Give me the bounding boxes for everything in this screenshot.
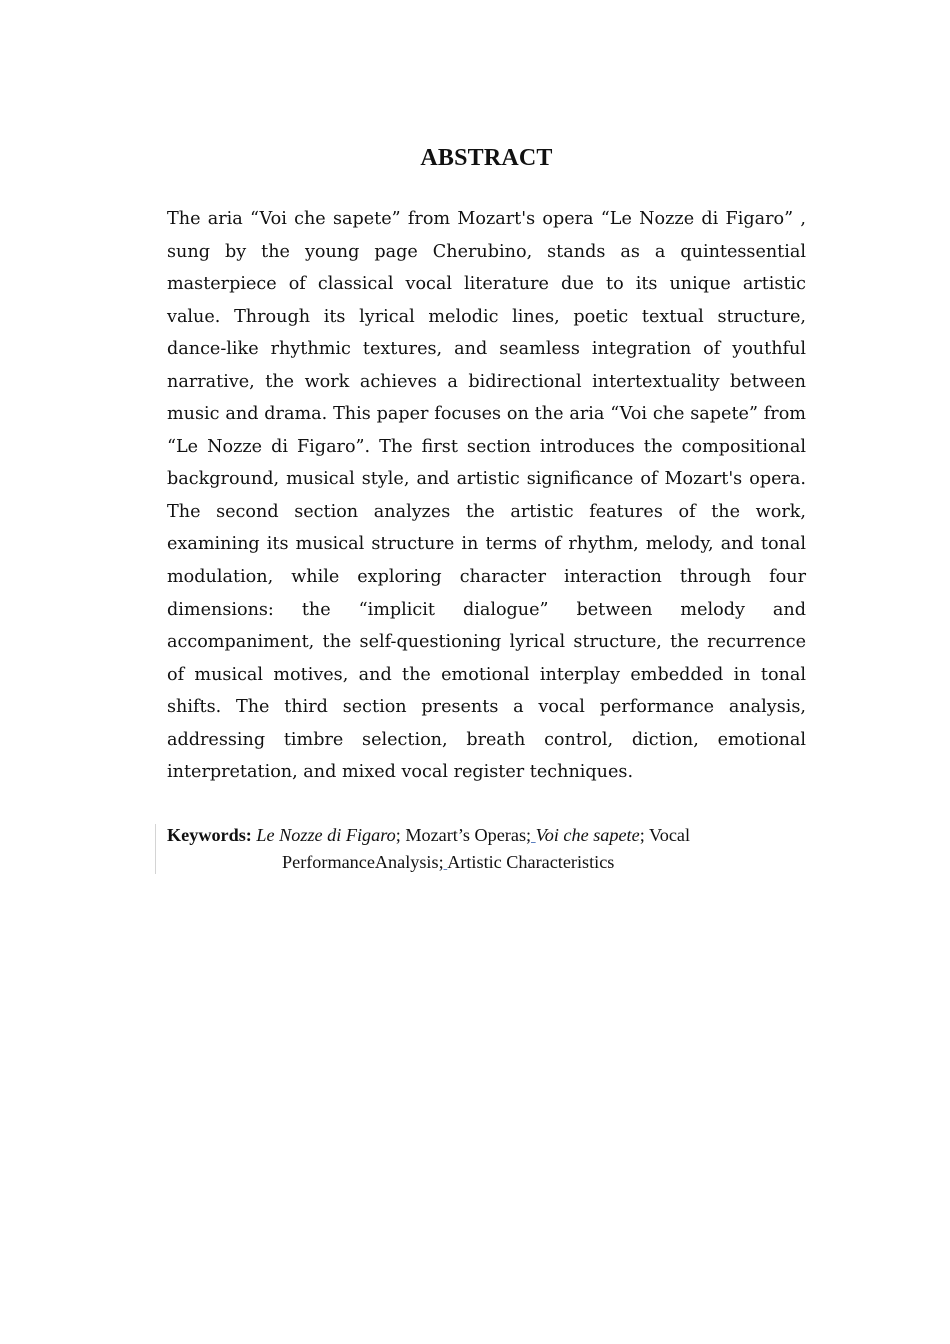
- keywords-label: Keywords:: [167, 825, 252, 845]
- keyword-separator: ;: [395, 825, 401, 845]
- keywords-line-2: [282, 851, 614, 873]
- keyword-separator-link: ;: [526, 825, 536, 845]
- abstract-paragraph: The aria “Voi che sapete” from Mozart's opera “Le Nozze di Figaro” , sung by the young page Cherubino, stands as a quintessential masterpiece of classical vocal literature due to its unique artistic value. Through its lyrical melodic lines, poetic textual structure, dance-like rhythmic textures, and seamless integration of youthful narrative, the work achieves a bidirectional intertextuality between music and drama. This paper focuses on the aria “Voi che sapete” from “Le Nozze di Figaro”. The first section introduces the compositional background, musical style, and artistic significance of Mozart's opera. The second section analyzes the artistic features of the work, examining its musical structure in terms of rhythm, melody, and tonal modulation, while exploring character interaction through four dimensions: the “implicit dialogue” between melody and accompaniment, the self-questioning lyrical structure, the recurrence of musical motives, and the emotional interplay embedded in tonal shifts. The third section presents a vocal performance analysis, addressing timbre selection, breath control, diction, emotional interpretation, and mixed vocal register techniques.: [167, 209, 806, 783]
- keywords-line-1: [167, 824, 690, 846]
- keyword-mozart-operas: Mozart’s Operas: [400, 825, 527, 845]
- keyword-voi-che-sapete: Voi che sapete: [535, 825, 640, 845]
- keyword-separator: ;: [639, 825, 645, 845]
- abstract-heading: ABSTRACT: [420, 145, 553, 171]
- keyword-le-nozze: Le Nozze di Figaro: [256, 825, 396, 845]
- keyword-separator-link: ;: [438, 852, 448, 872]
- keyword-artistic-characteristics: Artistic Characteristics: [447, 852, 615, 872]
- keyword-performance-analysis: PerformanceAnalysis: [282, 852, 439, 872]
- keywords-block: [155, 824, 796, 874]
- keyword-vocal: Vocal: [644, 825, 691, 845]
